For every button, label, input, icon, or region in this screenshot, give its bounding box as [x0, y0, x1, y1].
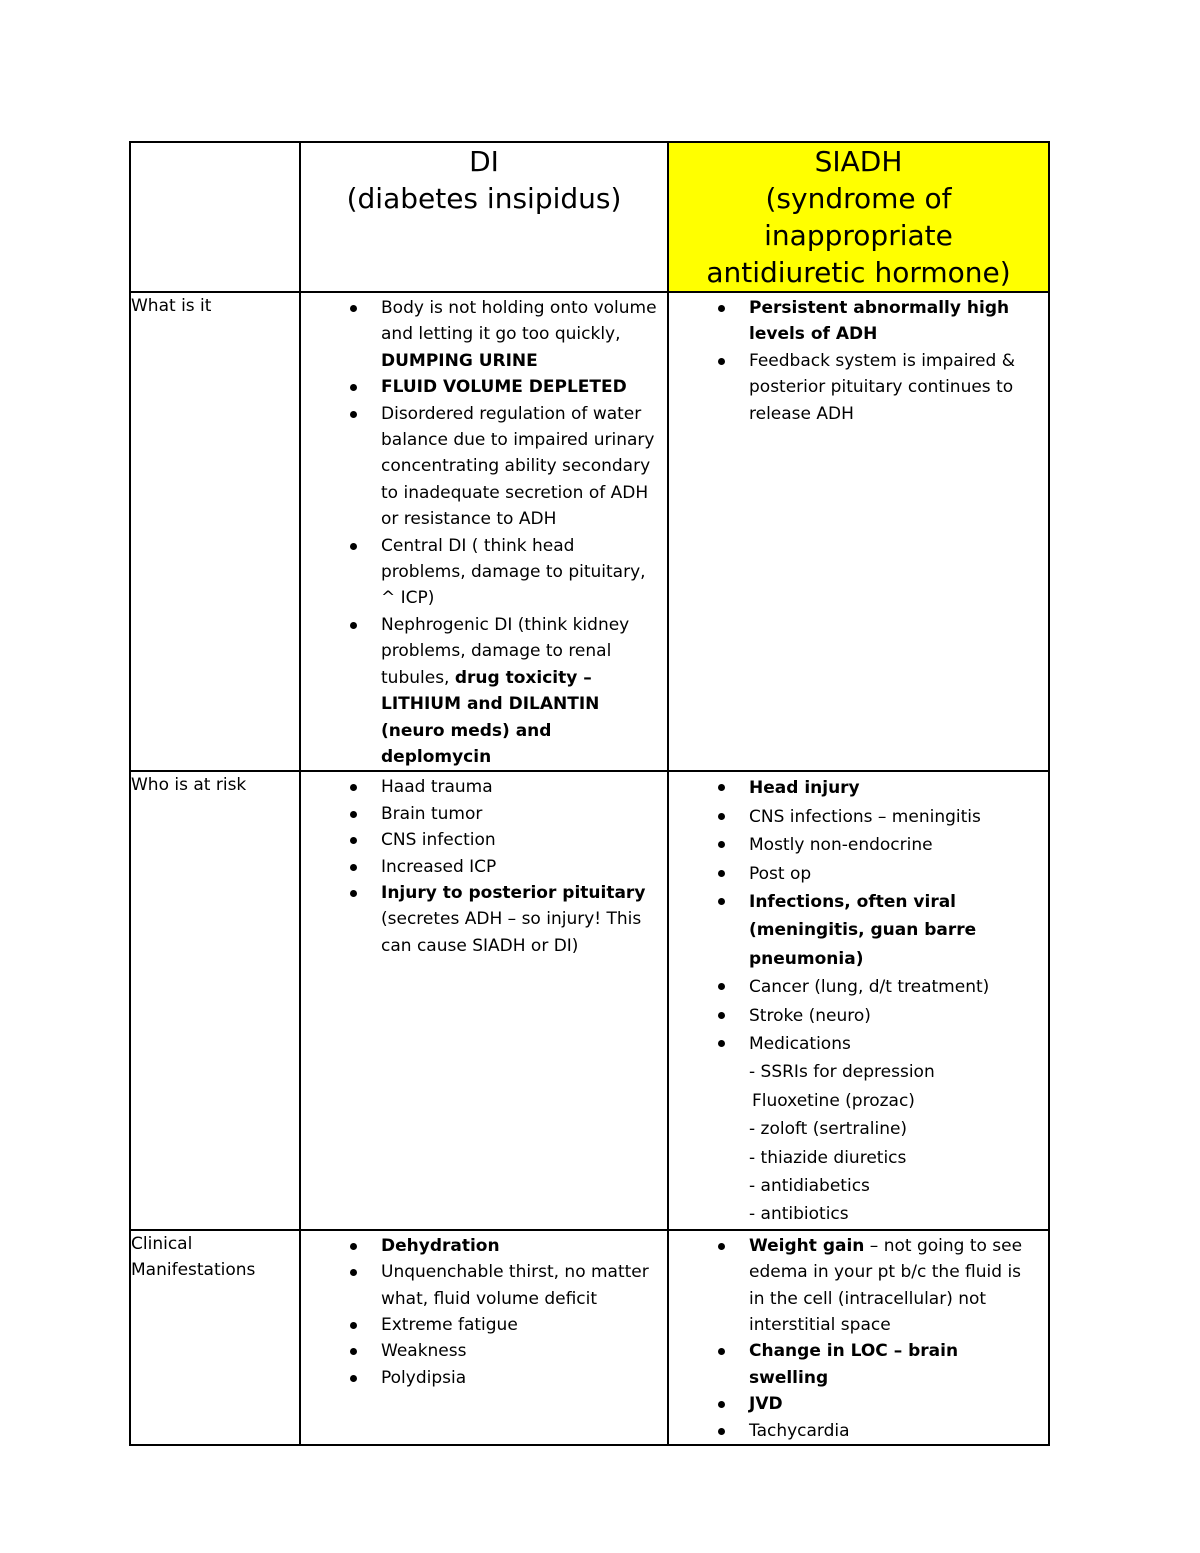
bullet-list	[301, 772, 667, 959]
list-item	[749, 1233, 1040, 1339]
item-text-bold: Injury to posterior pituitary	[381, 882, 646, 903]
comparison-table	[129, 141, 1050, 1446]
siadh-cell	[668, 292, 1049, 771]
list-item: Disordered regulation of water balance due to impaired urinary concentrating ability secondary to inadequate secretion of ADH or resistance to ADH	[381, 401, 659, 533]
medication-line: - thiazide diuretics	[749, 1147, 907, 1168]
list-item	[749, 1030, 1040, 1229]
row-label-text: What is it	[131, 296, 212, 316]
bullet-list	[669, 772, 1048, 1229]
list-item: Haad trauma	[381, 774, 659, 800]
list-item: Dehydration	[381, 1233, 659, 1259]
list-item: Change in LOC – brain swelling	[749, 1338, 1040, 1391]
header-di	[300, 142, 668, 292]
list-item: Stroke (neuro)	[749, 1002, 1040, 1030]
row-label-text: Manifestations	[131, 1259, 256, 1280]
item-text: Body is not holding onto volume and letting it go too quickly,	[381, 298, 657, 345]
medication-line: - zoloft (sertraline)	[749, 1119, 908, 1140]
list-item: Mostly non-endocrine	[749, 831, 1040, 859]
list-item: Unquenchable thirst, no matter what, fluid volume deficit	[381, 1259, 659, 1312]
list-item: Increased ICP	[381, 854, 659, 880]
list-item: Weakness	[381, 1338, 659, 1364]
list-item	[381, 880, 659, 959]
list-item: Feedback system is impaired & posterior pituitary continues to release ADH	[749, 348, 1040, 427]
item-text: Nephrogenic DI (think kidney problems, damage to renal tubules,	[381, 614, 630, 688]
list-item: CNS infections – meningitis	[749, 803, 1040, 831]
list-item: Head injury	[749, 774, 1040, 802]
header-siadh-line: SIADH	[814, 145, 903, 178]
header-di-line: DI	[469, 145, 499, 178]
row-label	[130, 292, 300, 771]
item-text-bold: drug toxicity – LITHIUM and DILANTIN (neuro meds) and deplomycin	[381, 667, 600, 767]
row-label-text: Clinical	[131, 1233, 193, 1254]
siadh-cell	[668, 1230, 1049, 1445]
header-siadh-line: antidiuretic hormone)	[706, 256, 1011, 289]
header-di-line: (diabetes insipidus)	[346, 182, 622, 215]
header-siadh-line: (syndrome of	[765, 182, 952, 215]
medication-line: - antidiabetics	[749, 1176, 870, 1196]
list-item: Extreme fatigue	[381, 1312, 659, 1338]
item-text-bold: DUMPING URINE	[381, 350, 538, 371]
list-item: CNS infection	[381, 827, 659, 853]
item-text-bold: Weight gain	[749, 1235, 865, 1256]
header-siadh-line: inappropriate	[764, 219, 953, 252]
list-item	[381, 612, 659, 770]
row-label-text: Who is at risk	[131, 775, 247, 796]
list-item: Brain tumor	[381, 801, 659, 827]
row-label	[130, 1230, 300, 1445]
list-item: Infections, often viral (meningitis, guan barre pneumonia)	[749, 888, 1040, 973]
header-row	[130, 142, 1049, 292]
di-cell	[300, 1230, 668, 1445]
bullet-list	[301, 1231, 667, 1391]
list-item: Polydipsia	[381, 1365, 659, 1391]
bullet-list	[669, 293, 1048, 427]
list-item: JVD	[749, 1391, 1040, 1417]
bullet-list	[669, 1231, 1048, 1444]
row-label	[130, 771, 300, 1230]
medication-line: - antibiotics	[749, 1204, 849, 1225]
header-siadh	[668, 142, 1049, 292]
list-item: Central DI ( think head problems, damage to pituitary, ^ ICP)	[381, 533, 659, 612]
list-item: Cancer (lung, d/t treatment)	[749, 973, 1040, 1001]
list-item: Tachycardia	[749, 1418, 1040, 1444]
list-item: Post op	[749, 860, 1040, 888]
medication-line: Fluoxetine (prozac)	[752, 1090, 915, 1111]
item-text: (secretes ADH – so injury! This can cause SIADH or DI)	[381, 909, 642, 956]
siadh-cell	[668, 771, 1049, 1230]
bullet-list	[301, 293, 667, 770]
list-item: FLUID VOLUME DEPLETED	[381, 374, 659, 400]
medication-line: - SSRIs for depression	[749, 1062, 935, 1083]
header-empty-cell	[130, 142, 300, 292]
di-cell	[300, 292, 668, 771]
item-text: – not going to see edema in your pt b/c the fluid is in the cell (intracellular) not interstitial space	[749, 1235, 1023, 1336]
di-cell	[300, 771, 668, 1230]
list-item: Persistent abnormally high levels of ADH	[749, 295, 1040, 348]
row-what-is-it	[130, 292, 1049, 771]
list-item	[381, 295, 659, 374]
medication-heading: Medications	[749, 1033, 851, 1054]
row-who-is-at-risk	[130, 771, 1049, 1230]
row-clinical-manifestations	[130, 1230, 1049, 1445]
